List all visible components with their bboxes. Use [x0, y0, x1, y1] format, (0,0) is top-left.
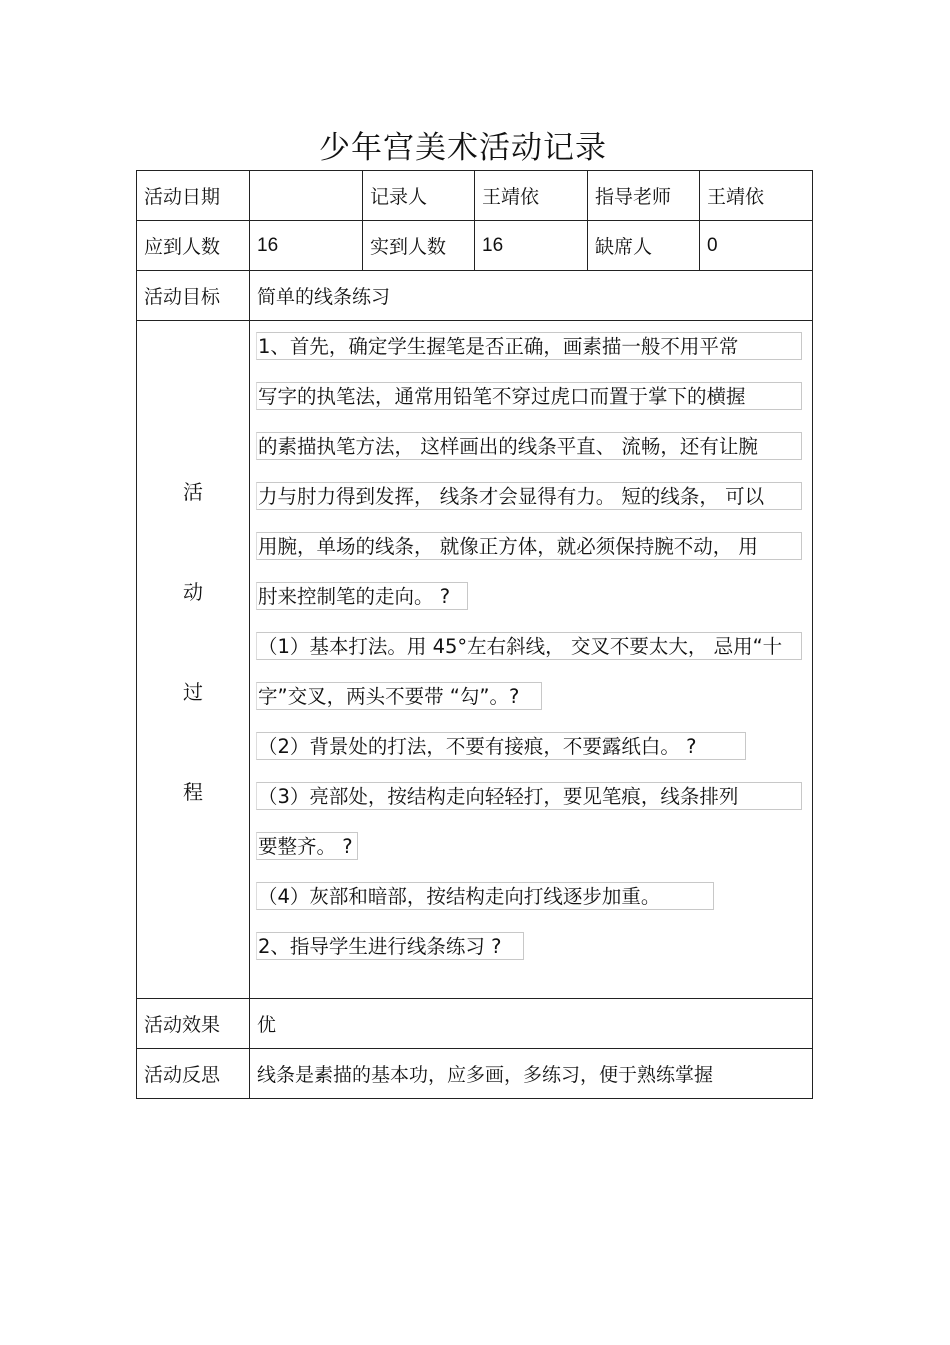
process-label-char: 动	[183, 580, 203, 604]
expected-count-value: 16	[250, 221, 363, 271]
process-line: 肘来控制笔的走向。 ?	[256, 582, 468, 610]
process-line: （3）亮部处，按结构走向轻轻打，要见笔痕，线条排列	[256, 782, 802, 810]
table-row	[137, 1049, 813, 1099]
process-label-char: 过	[183, 680, 203, 704]
page-title: 少年宫美术活动记录	[319, 130, 607, 166]
reflection-label: 活动反思	[137, 1049, 250, 1099]
table-row	[137, 999, 813, 1049]
process-line: 的素描执笔方法， 这样画出的线条平直、 流畅，还有让腕	[256, 432, 802, 460]
table-row	[137, 171, 813, 221]
teacher-value: 王靖依	[700, 171, 813, 221]
effect-value: 优	[250, 999, 813, 1049]
table-row	[137, 271, 813, 321]
reflection-value: 线条是素描的基本功，应多画，多练习，便于熟练掌握	[250, 1049, 813, 1099]
absent-label: 缺席人	[588, 221, 700, 271]
absent-value: 0	[700, 221, 813, 271]
date-label: 活动日期	[137, 171, 250, 221]
process-line: （2）背景处的打法，不要有接痕，不要露纸白。 ?	[256, 732, 746, 760]
recorder-value: 王靖依	[475, 171, 588, 221]
process-line: 2、指导学生进行线条练习 ?	[256, 932, 524, 960]
process-label	[137, 321, 250, 999]
process-line: （1）基本打法。用 45°左右斜线， 交叉不要太大， 忌用“十	[256, 632, 802, 660]
table-row	[137, 221, 813, 271]
date-value	[250, 171, 363, 221]
recorder-label: 记录人	[363, 171, 475, 221]
activity-record-table	[136, 170, 813, 1099]
expected-count-label: 应到人数	[137, 221, 250, 271]
process-line: 字”交叉，两头不要带 “勾”。?	[256, 682, 542, 710]
process-line: 1、首先，确定学生握笔是否正确，画素描一般不用平常	[256, 332, 802, 360]
process-line: 要整齐。 ?	[256, 832, 358, 860]
goal-value: 简单的线条练习	[250, 271, 813, 321]
actual-count-value: 16	[475, 221, 588, 271]
table-row	[137, 321, 813, 999]
goal-label: 活动目标	[137, 271, 250, 321]
process-line: （4）灰部和暗部，按结构走向打线逐步加重。	[256, 882, 714, 910]
process-line: 写字的执笔法，通常用铅笔不穿过虎口而置于掌下的横握	[256, 382, 802, 410]
process-label-char: 程	[183, 780, 203, 804]
teacher-label: 指导老师	[588, 171, 700, 221]
process-content	[250, 321, 813, 999]
process-line: 力与肘力得到发挥， 线条才会显得有力。 短的线条， 可以	[256, 482, 802, 510]
actual-count-label: 实到人数	[363, 221, 475, 271]
process-label-char: 活	[183, 480, 203, 504]
process-line: 用腕，单场的线条， 就像正方体，就必须保持腕不动， 用	[256, 532, 802, 560]
effect-label: 活动效果	[137, 999, 250, 1049]
